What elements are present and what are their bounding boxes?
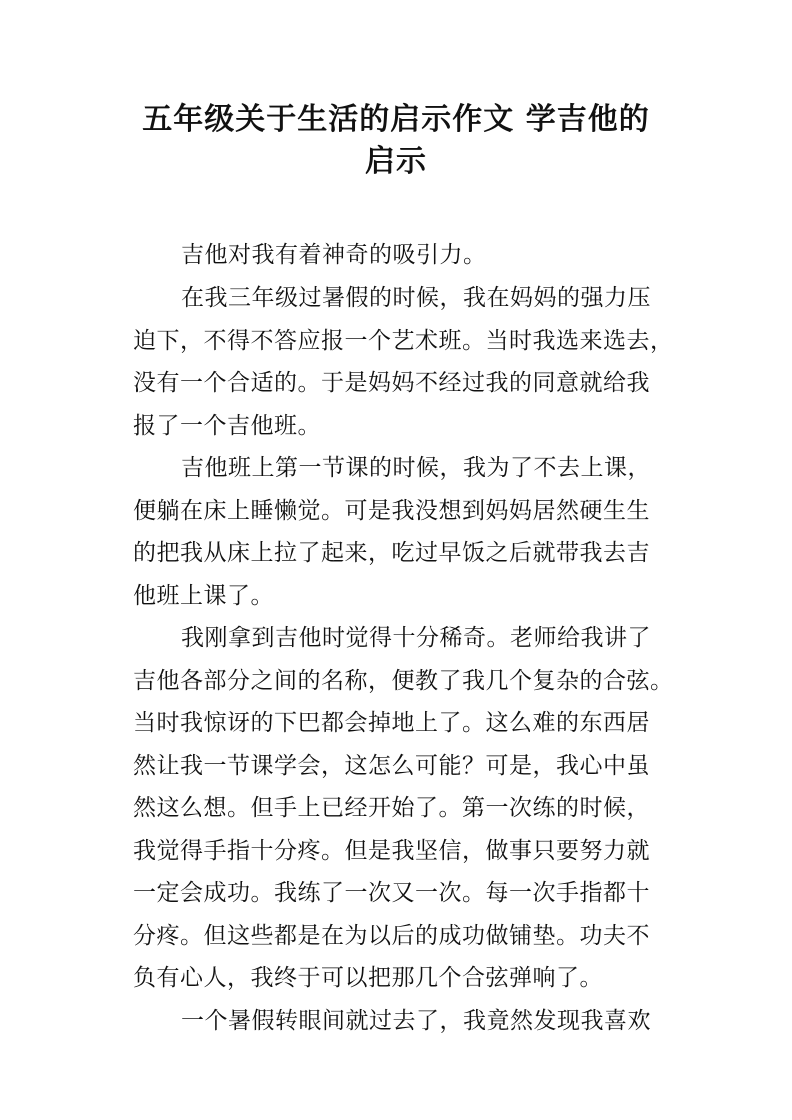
paragraph-4-line-3: 当时我惊讶的下巴都会掉地上了。这么难的东西居 (133, 710, 650, 736)
paragraph-2-line-4: 报了一个吉他班。 (133, 413, 321, 439)
paragraph-4-line-5: 然这么想。但手上已经开始了。第一次练的时候， (133, 795, 650, 821)
paragraph-4-line-9: 负有心人，我终于可以把那几个合弦弹响了。 (133, 965, 603, 991)
paragraph-4-line-7: 一定会成功。我练了一次又一次。每一次手指都十 (133, 880, 650, 906)
paragraph-3-line-3: 的把我从床上拉了起来，吃过早饭之后就带我去吉 (133, 540, 650, 566)
paragraph-2-line-2: 迫下，不得不答应报一个艺术班。当时我选来选去， (133, 328, 674, 354)
paragraph-3-line-1: 吉他班上第一节课的时候，我为了不去上课， (181, 455, 651, 481)
paragraph-5-line-1: 一个暑假转眼间就过去了，我竟然发现我喜欢 (181, 1008, 651, 1034)
paragraph-4-line-6: 我觉得手指十分疼。但是我坚信，做事只要努力就 (133, 838, 650, 864)
paragraph-4-line-4: 然让我一节课学会，这怎么可能？可是，我心中虽 (133, 753, 650, 779)
paragraph-1-line-1: 吉他对我有着神奇的吸引力。 (181, 242, 487, 268)
paragraph-2-line-3: 没有一个合适的。于是妈妈不经过我的同意就给我 (133, 370, 650, 396)
paragraph-4-line-1: 我刚拿到吉他时觉得十分稀奇。老师给我讲了 (181, 625, 651, 651)
paragraph-4-line-2: 吉他各部分之间的名称，便教了我几个复杂的合弦。 (133, 668, 674, 694)
document-title-line-2: 启示 (365, 144, 427, 179)
paragraph-3-line-4: 他班上课了。 (133, 583, 274, 609)
document-title-line-1: 五年级关于生活的启示作文 学吉他的 (142, 102, 650, 137)
paragraph-3-line-2: 便躺在床上睡懒觉。可是我没想到妈妈居然硬生生 (133, 498, 650, 524)
paragraph-4-line-8: 分疼。但这些都是在为以后的成功做铺垫。功夫不 (133, 923, 650, 949)
paragraph-2-line-1: 在我三年级过暑假的时候，我在妈妈的强力压 (181, 285, 651, 311)
